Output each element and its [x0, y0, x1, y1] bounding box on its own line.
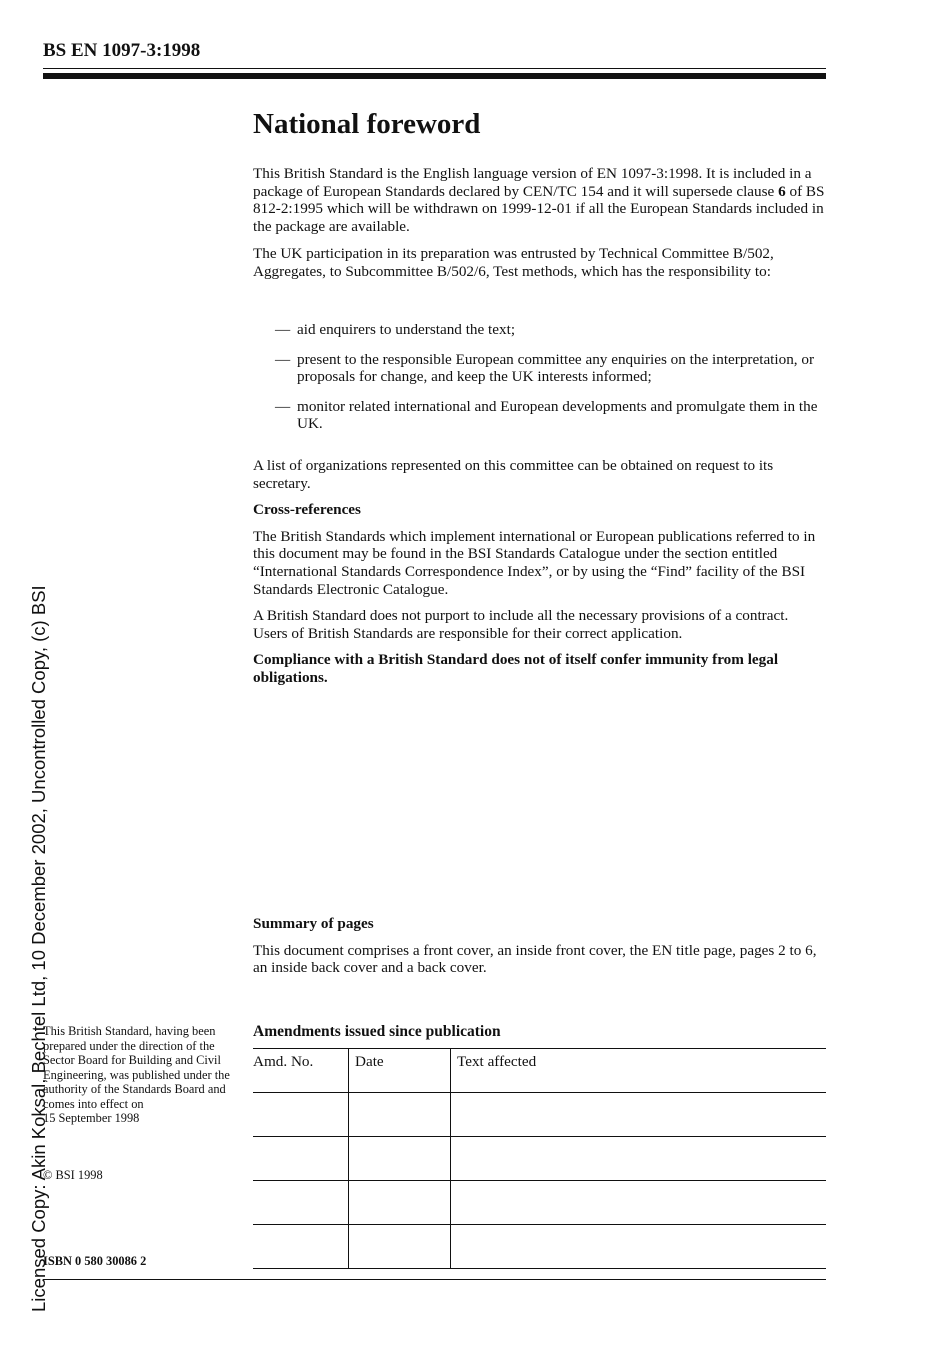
license-watermark: Licensed Copy: Akin Koksal, Bechtel Ltd, 10 December 2002, Uncontrolled Copy, (c) BSI: [28, 585, 49, 1312]
table-row: [253, 1181, 826, 1225]
column-header-date: Date: [349, 1049, 451, 1093]
intro-clause-number: 6: [778, 182, 786, 200]
publication-note: [43, 1024, 238, 1126]
responsibilities-list: [253, 321, 826, 433]
header-rule-thick: [43, 73, 826, 79]
list-item: [253, 398, 826, 433]
contract-paragraph: A British Standard does not purport to include all the necessary provisions of a contract. Users of British Standards are responsible for their correct application.: [253, 607, 789, 642]
table-cell: [253, 1093, 349, 1137]
column-header-amd-no: Amd. No.: [253, 1049, 349, 1093]
isbn: ISBN 0 580 30086 2: [43, 1254, 147, 1268]
dash-marker: —: [275, 350, 291, 368]
cross-references-paragraph: The British Standards which implement international or European publications referred to in this document may be found in the BSI Standards Catalogue under the section entitled “International Standards Correspondence Index”, or by using the “Find” facility of the BSI Standards Electronic Catalogue.: [253, 527, 816, 598]
cross-references-heading: Cross-references: [253, 501, 361, 519]
table-cell: [451, 1225, 827, 1269]
compliance-statement: Compliance with a British Standard does not of itself confer immunity from legal obligations.: [253, 651, 779, 686]
table-row: [253, 1137, 826, 1181]
table-cell: [253, 1225, 349, 1269]
table-cell: [349, 1181, 451, 1225]
column-header-text-affected: Text affected: [451, 1049, 827, 1093]
organizations-paragraph: A list of organizations represented on this committee can be obtained on request to its secretary.: [253, 457, 774, 492]
intro-text-start: This British Standard is the English language version of EN 1097-3:1998. It is included in a package of European Standards declared by CEN/TC 154 and it will supersede clause: [253, 165, 812, 200]
table-header-row: [253, 1049, 826, 1093]
table-row: [253, 1225, 826, 1269]
table-cell: [451, 1137, 827, 1181]
amendments-table: [253, 1048, 826, 1269]
table-cell: [349, 1225, 451, 1269]
dash-marker: —: [275, 397, 291, 415]
list-item-text: monitor related international and European developments and promulgate them in the UK.: [297, 397, 818, 433]
table-cell: [253, 1181, 349, 1225]
foreword-details-block: [253, 457, 826, 687]
list-item: [253, 351, 826, 386]
intro-text-end: of BS 812-2:1995 which will be withdrawn on 1999-12-01 if all the European Standards included in the package are available.: [253, 182, 825, 235]
dash-marker: —: [275, 321, 291, 338]
copyright-notice: © BSI 1998: [43, 1168, 103, 1182]
header-rule-thin: [43, 68, 826, 69]
summary-paragraph: This document comprises a front cover, an inside front cover, the EN title page, pages 2 to 6, an inside back cover and a back cover.: [253, 941, 817, 977]
table-cell: [451, 1181, 827, 1225]
table-cell: [349, 1093, 451, 1137]
intro-paragraph: [253, 165, 826, 235]
table-cell: [349, 1137, 451, 1181]
effective-date: 15 September 1998: [43, 1111, 140, 1125]
responsibilities-block: [253, 321, 826, 445]
table-cell: [451, 1093, 827, 1137]
summary-block: [253, 915, 826, 977]
list-item: [253, 321, 826, 339]
list-item-text: aid enquirers to understand the text;: [297, 321, 516, 338]
foreword-intro-block: [253, 165, 826, 281]
summary-heading: Summary of pages: [253, 915, 374, 932]
participation-paragraph: The UK participation in its preparation was entrusted by Technical Committee B/502, Aggregates, to Subcommittee B/502/6, Test methods, which has the responsibility to:: [253, 245, 774, 280]
page-title: National foreword: [253, 108, 481, 140]
table-row: [253, 1093, 826, 1137]
table-cell: [253, 1137, 349, 1181]
document-id: BS EN 1097-3:1998: [43, 40, 201, 61]
footer-rule: [43, 1279, 826, 1280]
amendments-title: Amendments issued since publication: [253, 1023, 501, 1040]
publication-note-text: This British Standard, having been prepared under the direction of the Sector Board for Building and Civil Engineering, was published under the authority of the Standards Board and comes into effect on: [43, 1024, 230, 1111]
list-item-text: present to the responsible European committee any enquiries on the interpretation, or proposals for change, and keep the UK interests informed;: [297, 350, 815, 386]
